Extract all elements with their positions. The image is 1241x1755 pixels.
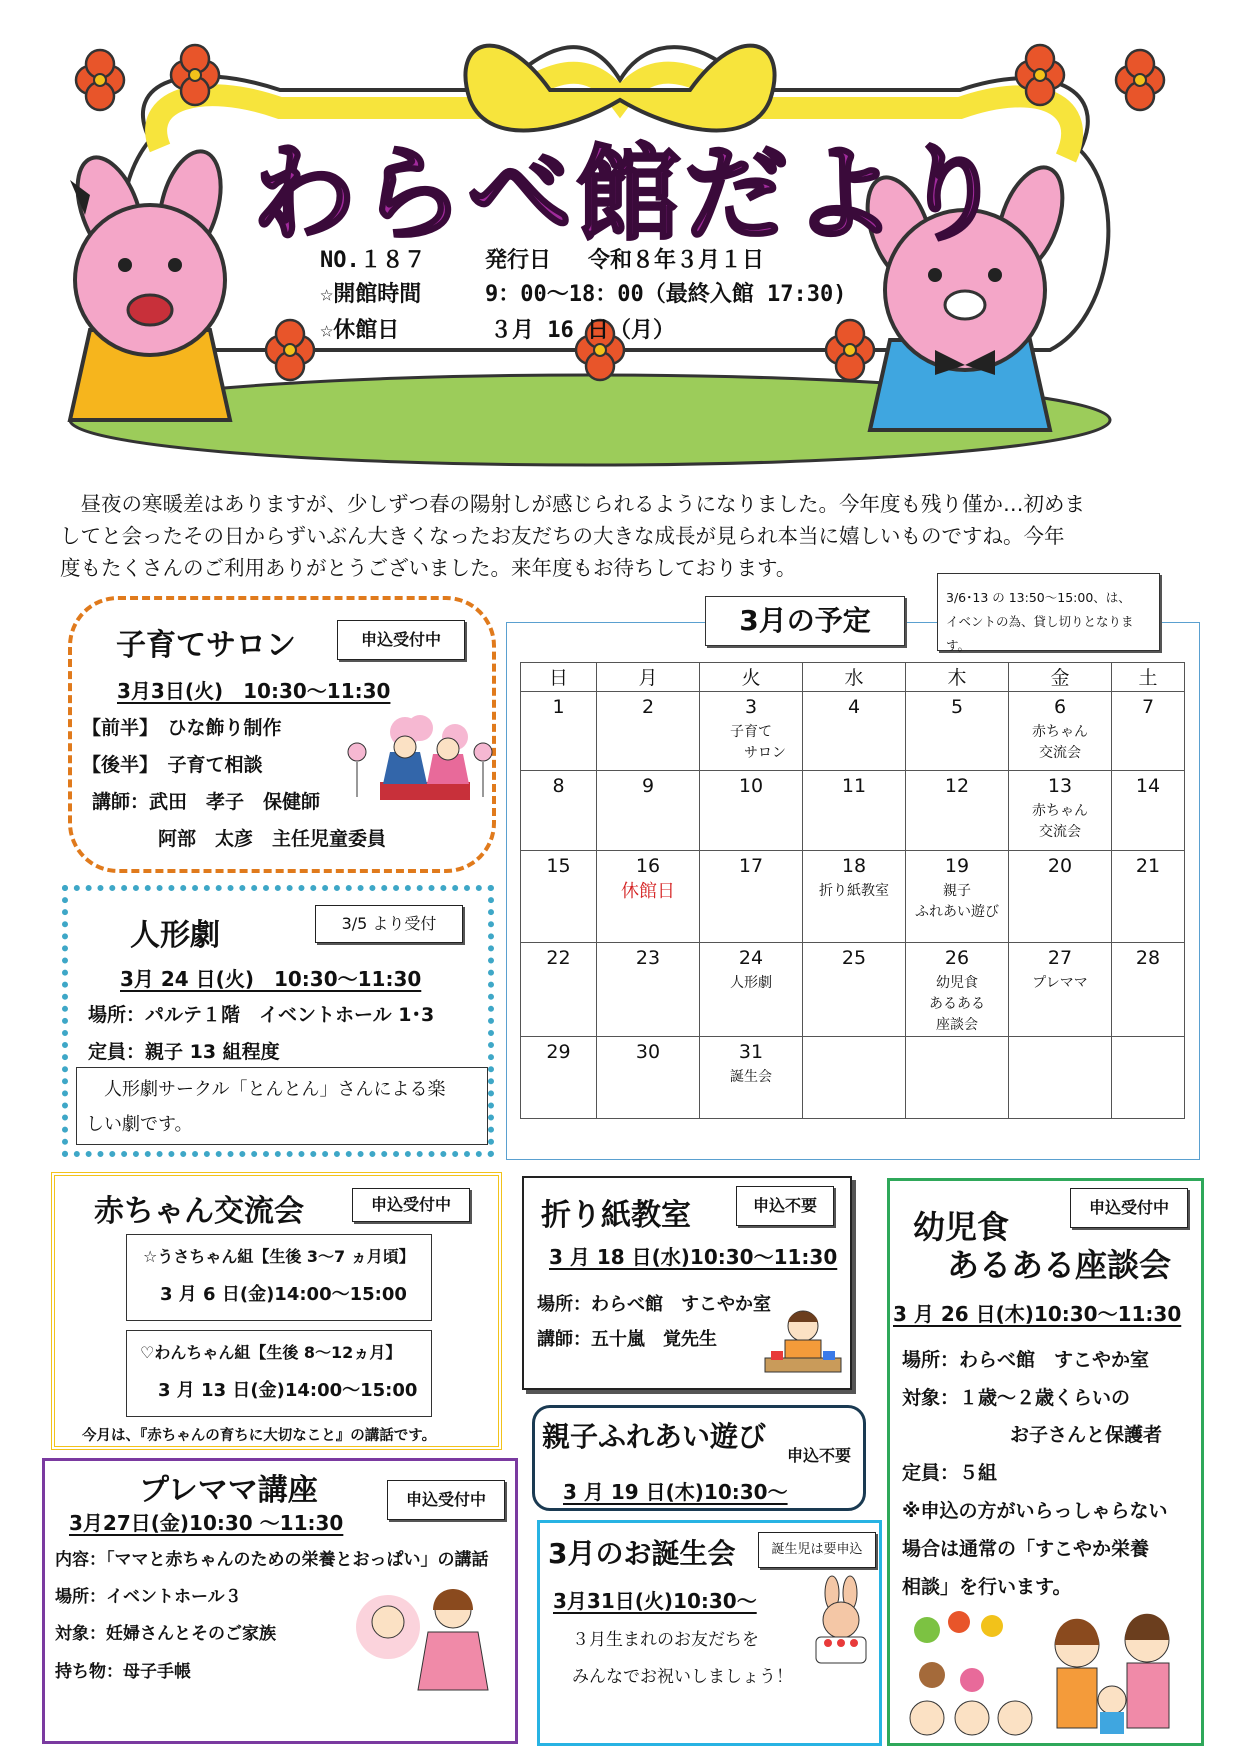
calendar-day-cell <box>597 943 700 1037</box>
puppet-capacity: 定員：親子 13 組程度 <box>88 1041 280 1063</box>
day-number: 3 <box>744 696 758 718</box>
calendar-table <box>520 662 1185 1119</box>
notice-line: イベントの為、貸し切りとなります。 <box>946 614 1134 653</box>
calendar-day-cell <box>1009 771 1112 851</box>
calendar-event: 折り紙教室 <box>819 883 889 899</box>
day-number: 31 <box>738 1041 764 1063</box>
calendar-week-row <box>521 771 1185 851</box>
birthday-title: 3月のお誕生会 <box>548 1537 736 1570</box>
puppet-place: 場所：パルテ１階 イベントホール 1･3 <box>88 1004 435 1026</box>
calendar-day-cell <box>1112 943 1185 1037</box>
day-number: 16 <box>635 855 661 877</box>
puppet-title: 人形劇 <box>130 918 220 953</box>
origami-teacher: 講師：五十嵐 覚先生 <box>537 1329 717 1350</box>
origami-child-icon <box>761 1306 843 1376</box>
weekday-label: 土 <box>1112 663 1185 692</box>
day-number: 1 <box>552 696 565 718</box>
weekday-label: 金 <box>1009 663 1112 692</box>
day-number: 18 <box>841 855 867 877</box>
day-number: 5 <box>950 696 964 718</box>
calendar-day-cell <box>700 943 803 1037</box>
calendar-event: 人形劇 <box>730 975 772 991</box>
calendar-day-cell <box>803 943 906 1037</box>
issue-date-label: 発行日 <box>485 248 552 273</box>
calendar-event: 誕生会 <box>730 1069 772 1085</box>
day-number: 21 <box>1135 855 1161 877</box>
day-number: 25 <box>841 947 867 969</box>
shokuji-datetime: 3 月 26 日(木)10:30～11:30 <box>893 1302 1182 1326</box>
hours-label: ☆開館時間 <box>320 282 422 307</box>
birthday-datetime: 3月31日(火)10:30～ <box>553 1589 757 1613</box>
calendar-day-cell <box>700 1037 803 1119</box>
mother-baby-icon <box>348 1582 498 1692</box>
intro-line: 度もたくさんのご利用ありがとうございました。来年度もお待ちしております。 <box>60 556 797 580</box>
origami-tag: 申込不要 <box>736 1186 834 1226</box>
calendar-day-cell <box>700 771 803 851</box>
calendar-event: 子育て <box>730 724 772 740</box>
calendar-day-cell <box>521 692 597 771</box>
puppet-note: 人形劇サークル「とんとん」さんによる楽 <box>86 1079 446 1100</box>
weekday-label: 木 <box>906 663 1009 692</box>
usa-group-label: ☆うさちゃん組【生後 3～7 ヵ月頃】 <box>143 1247 415 1266</box>
salon-line: 講師：武田 孝子 保健師 <box>92 791 321 813</box>
day-number: 24 <box>738 947 764 969</box>
calendar-event: 休館日 <box>621 881 675 902</box>
calendar-day-cell <box>906 1037 1009 1119</box>
hina-doll-icon <box>345 712 495 810</box>
calendar-day-cell <box>1009 851 1112 943</box>
calendar-event: サロン <box>716 745 786 761</box>
calendar-event: 赤ちゃん <box>1032 803 1088 819</box>
day-number: 23 <box>635 947 661 969</box>
day-number: 6 <box>1053 696 1067 718</box>
premama-bring: 持ち物：母子手帳 <box>55 1662 191 1682</box>
day-number: 29 <box>546 1041 571 1063</box>
intro-line: してと会ったその日からずいぶん大きくなったお友だちの大きな成長が見られ本当に嬉しいものですね。今年 <box>60 524 1065 548</box>
day-number: 4 <box>847 696 861 718</box>
weekday-label: 火 <box>700 663 803 692</box>
calendar-day-cell <box>597 692 700 771</box>
baby-note: 今月は、『赤ちゃんの育ちに大切なこと』の講話です。 <box>82 1428 437 1444</box>
calendar-week-row <box>521 692 1185 771</box>
closed-label: ☆休館日 <box>320 318 400 343</box>
calendar-header-row <box>521 663 1185 692</box>
shokuji-tag: 申込受付中 <box>1070 1188 1188 1228</box>
birthday-line: みんなでお祝いしましょう！ <box>572 1667 793 1687</box>
origami-title: 折り紙教室 <box>541 1198 691 1233</box>
intro-paragraph <box>60 488 1180 584</box>
calendar-week-row <box>521 1037 1185 1119</box>
weekday-label: 水 <box>803 663 906 692</box>
premama-content: 内容：「ママと赤ちゃんのための栄養とおっぱい」の講話 <box>55 1550 489 1570</box>
salon-line: 【前半】 ひな飾り制作 <box>82 717 282 739</box>
birthday-tag: 誕生児は要申込 <box>758 1532 876 1568</box>
bunny-girl-icon <box>65 145 231 420</box>
calendar-day-cell <box>521 943 597 1037</box>
calendar-day-cell <box>1009 692 1112 771</box>
salon-line: 阿部 太彦 主任児童委員 <box>158 828 387 850</box>
calendar-day-cell <box>597 851 700 943</box>
calendar-day-cell <box>906 851 1009 943</box>
intro-line: 昼夜の寒暖差はありますが、少しずつ春の陽射しが感じられるようになりました。今年度も残り僅か…初めま <box>60 492 1085 516</box>
salon-line: 【後半】 子育て相談 <box>82 754 263 776</box>
calendar-event: 赤ちゃん <box>1032 724 1088 740</box>
shokuji-line: ※申込の方がいらっしゃらない <box>902 1500 1168 1522</box>
salon-title: 子育てサロン <box>116 628 296 663</box>
wan-group-label: ♡わんちゃん組【生後 8～12ヵ月】 <box>140 1343 402 1362</box>
calendar-day-cell <box>521 771 597 851</box>
closed-value: ３月 16 日（月） <box>490 318 675 343</box>
notice-line: 3/6･13 の 13:50～15:00、は、 <box>946 590 1131 605</box>
salon-datetime: 3月3日(火) 10:30～11:30 <box>117 679 391 703</box>
day-number: 2 <box>641 696 655 718</box>
calendar-event: 交流会 <box>1039 745 1081 761</box>
origami-datetime: 3 月 18 日(水)10:30～11:30 <box>549 1245 838 1269</box>
fureai-datetime: 3 月 19 日(木)10:30～ <box>563 1480 788 1504</box>
calendar-day-cell <box>906 692 1009 771</box>
calendar-day-cell <box>521 1037 597 1119</box>
calendar-day-cell <box>803 1037 906 1119</box>
children-eating-icon <box>897 1600 1197 1740</box>
calendar-day-cell <box>521 851 597 943</box>
calendar-event: 親子 <box>943 883 971 899</box>
weekday-label: 日 <box>521 663 597 692</box>
day-number: 9 <box>641 775 655 797</box>
shokuji-line: 相談」を行います。 <box>902 1576 1072 1598</box>
baby-tag: 申込受付中 <box>352 1188 470 1222</box>
calendar-event: 交流会 <box>1039 824 1081 840</box>
calendar-day-cell <box>597 1037 700 1119</box>
shokuji-title-2: あるある座談会 <box>947 1246 1172 1284</box>
salon-tag: 申込受付中 <box>337 620 465 660</box>
day-number: 28 <box>1135 947 1161 969</box>
shokuji-title-1: 幼児食 <box>913 1208 1010 1246</box>
calendar-event: プレママ <box>1032 975 1088 991</box>
calendar-day-cell <box>906 943 1009 1037</box>
fureai-tag: 申込不要 <box>786 1446 851 1465</box>
weekday-label: 月 <box>597 663 700 692</box>
calendar-day-cell <box>1009 1037 1112 1119</box>
fureai-title: 親子ふれあい遊び <box>542 1420 767 1453</box>
day-number: 19 <box>944 855 970 877</box>
day-number: 8 <box>552 775 565 797</box>
newsletter-title: わらべ館だより <box>251 133 1008 255</box>
day-number: 17 <box>738 855 764 877</box>
shokuji-line: お子さんと保護者 <box>1010 1424 1163 1446</box>
premama-target: 対象：妊婦さんとそのご家族 <box>55 1624 276 1644</box>
calendar-day-cell <box>1112 1037 1185 1119</box>
day-number: 20 <box>1047 855 1073 877</box>
calendar-week-row <box>521 943 1185 1037</box>
day-number: 10 <box>738 775 764 797</box>
shokuji-line: 場所：わらべ館 すこやか室 <box>902 1349 1150 1371</box>
origami-place: 場所：わらべ館 すこやか室 <box>537 1294 771 1315</box>
day-number: 12 <box>944 775 970 797</box>
calendar-title: 3月の予定 <box>705 596 905 646</box>
bunny-cake-icon <box>806 1575 876 1667</box>
calendar-notice <box>937 573 1160 651</box>
issue-date: 令和８年３月１日 <box>588 248 765 273</box>
birthday-line: ３月生まれのお友だちを <box>572 1630 759 1650</box>
baby-title: 赤ちゃん交流会 <box>94 1194 304 1229</box>
calendar-event: 座談会 <box>936 1017 978 1033</box>
usa-group-time: 3 月 6 日(金)14:00～15:00 <box>160 1284 407 1305</box>
calendar-day-cell <box>700 851 803 943</box>
shokuji-line: 対象：１歳～２歳くらいの <box>902 1387 1131 1409</box>
day-number: 26 <box>944 947 970 969</box>
day-number: 13 <box>1047 775 1073 797</box>
calendar-event: ふれあい遊び <box>915 904 999 920</box>
calendar-day-cell <box>803 692 906 771</box>
day-number: 30 <box>635 1041 661 1063</box>
calendar-event: あるある <box>929 996 985 1012</box>
calendar-day-cell <box>1112 692 1185 771</box>
calendar-day-cell <box>1112 771 1185 851</box>
calendar-day-cell <box>803 851 906 943</box>
calendar-day-cell <box>597 771 700 851</box>
premama-datetime: 3月27日(金)10:30 ～11:30 <box>69 1511 344 1535</box>
day-number: 22 <box>546 947 571 969</box>
calendar-week-row <box>521 851 1185 943</box>
puppet-tag: 3/5 より受付 <box>315 905 463 943</box>
shokuji-line: 定員：５組 <box>902 1462 998 1484</box>
day-number: 15 <box>546 855 571 877</box>
day-number: 27 <box>1047 947 1073 969</box>
day-number: 7 <box>1141 696 1155 718</box>
calendar-day-cell <box>906 771 1009 851</box>
calendar-day-cell <box>1112 851 1185 943</box>
day-number: 11 <box>841 775 867 797</box>
puppet-datetime: 3月 24 日(火) 10:30～11:30 <box>120 967 422 991</box>
calendar-day-cell <box>1009 943 1112 1037</box>
wan-group-time: 3 月 13 日(金)14:00～15:00 <box>158 1380 418 1401</box>
premama-tag: 申込受付中 <box>387 1480 505 1520</box>
calendar-event: 幼児食 <box>936 975 978 991</box>
premama-title: プレママ講座 <box>139 1473 318 1508</box>
puppet-note: しい劇です。 <box>86 1114 193 1135</box>
issue-number: NO.１８７ <box>320 248 426 273</box>
shokuji-line: 場合は通常の「すこやか栄養 <box>902 1538 1150 1560</box>
hours-value: 9：00～18：00（最終入館 17:30) <box>485 282 847 307</box>
day-number: 14 <box>1135 775 1161 797</box>
premama-place: 場所：イベントホール３ <box>55 1587 242 1607</box>
calendar-day-cell <box>803 771 906 851</box>
calendar-day-cell <box>700 692 803 771</box>
